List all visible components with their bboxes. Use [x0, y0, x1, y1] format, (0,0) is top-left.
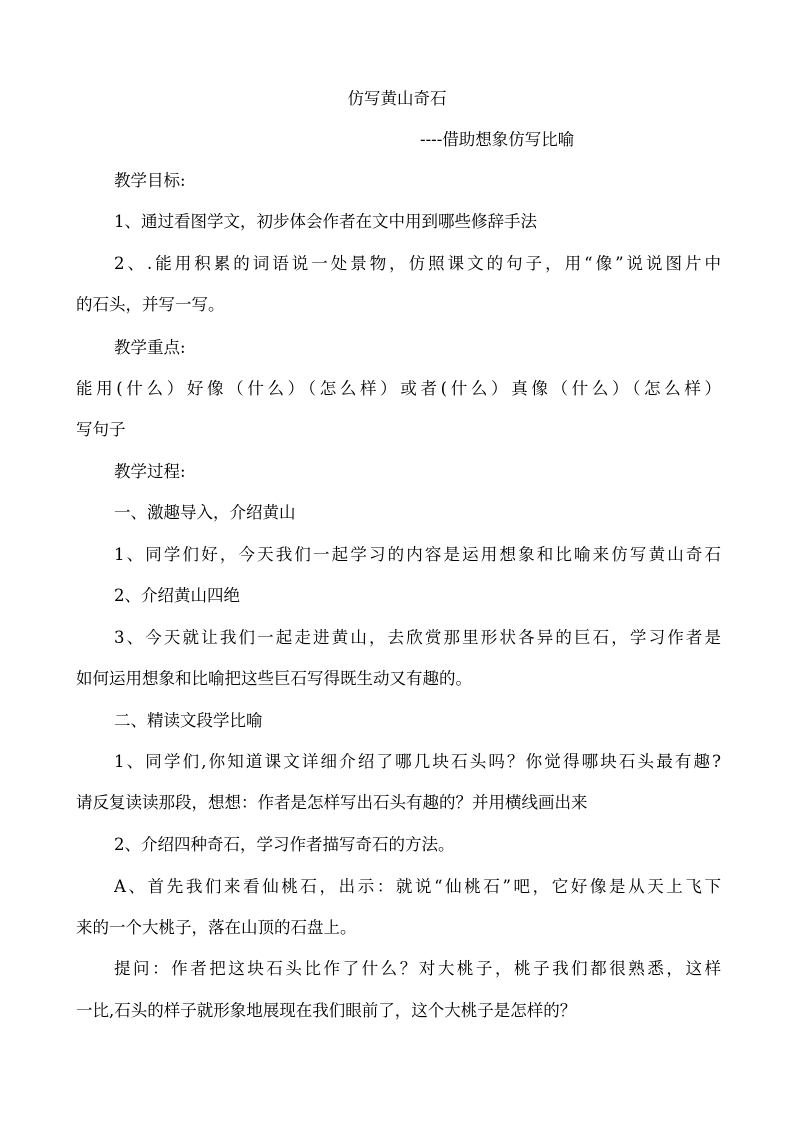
- goal-2-line-1: 2、.能用积累的词语说一处景物，仿照课文的句子，用“像”说说图片中: [114, 254, 721, 273]
- process-heading: 教学过程:: [114, 462, 186, 481]
- step-2-2: 2、介绍四种奇石，学习作者描写奇石的方法。: [114, 835, 455, 854]
- step-1-2: 2、介绍黄山四绝: [114, 586, 240, 605]
- section-1-heading: 一、激趣导入，介绍黄山: [114, 503, 296, 522]
- document-title: 仿写黄山奇石: [347, 89, 447, 108]
- step-2-1-line-1: 1、同学们,你知道课文详细介绍了哪几块石头吗？你觉得哪块石头最有趣?: [114, 752, 721, 771]
- section-2-heading: 二、精读文段学比喻: [114, 711, 263, 730]
- question-line-1: 提问：作者把这块石头比作了什么？对大桃子，桃子我们都很熟悉，这样: [114, 959, 721, 978]
- focus-line-1: 能用(什么）好像（什么）（怎么样）或者(什么）真像（什么）（怎么样）: [76, 379, 721, 398]
- goals-heading: 教学目标:: [114, 171, 186, 190]
- goal-2-line-2: 的石头，并写一写。: [76, 295, 225, 314]
- step-a-line-1: A、首先我们来看仙桃石，出示：就说“仙桃石”吧，它好像是从天上飞下: [114, 877, 721, 896]
- focus-heading: 教学重点:: [114, 338, 186, 357]
- step-a-line-2: 来的一个大桃子，落在山顶的石盘上。: [76, 918, 357, 937]
- focus-line-2: 写句子: [76, 420, 126, 439]
- goal-1: 1、通过看图学文，初步体会作者在文中用到哪些修辞手法: [114, 212, 537, 231]
- step-1-3-line-2: 如何运用想象和比喻把这些巨石写得既生动又有趣的。: [76, 669, 472, 688]
- document-subtitle: ----借助想象仿写比喻: [420, 130, 575, 149]
- step-1-3-line-1: 3、今天就让我们一起走进黄山，去欣赏那里形状各异的巨石，学习作者是: [114, 628, 721, 647]
- step-2-1-line-2: 请反复读读那段，想想：作者是怎样写出石头有趣的？并用横线画出来: [76, 793, 588, 812]
- question-line-2: 一比,石头的样子就形象地展现在我们眼前了，这个大桃子是怎样的？: [76, 1001, 577, 1020]
- step-1-1: 1、同学们好，今天我们一起学习的内容是运用想象和比喻来仿写黄山奇石: [114, 545, 721, 564]
